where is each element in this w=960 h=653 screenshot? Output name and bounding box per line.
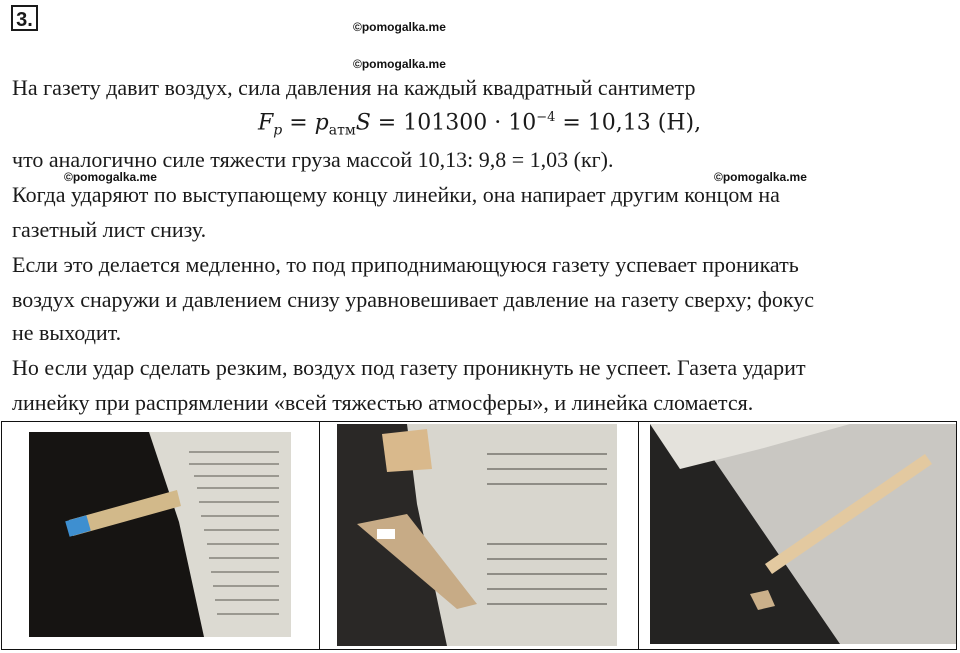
formula-pressure: p bbox=[314, 110, 329, 136]
formula-calc: = 101300 · 10 bbox=[370, 110, 537, 136]
text-line: Но если удар сделать резким, воздух под газету проникнуть не успеет. Газета ударит bbox=[12, 355, 806, 380]
text-line: не выходит. bbox=[12, 320, 122, 345]
formula-area: S bbox=[355, 110, 371, 136]
text-line: что аналогично силе тяжести груза массой 10,13: 9,8 = 1,03 (кг). bbox=[12, 147, 614, 172]
photo-cell bbox=[320, 422, 638, 649]
text-line: Когда ударяют по выступающему концу линейки, она напирает другим концом на bbox=[12, 182, 780, 207]
photo-cell bbox=[2, 422, 320, 649]
watermark: ©pomogalka.me bbox=[714, 170, 807, 184]
watermark: ©pomogalka.me bbox=[353, 20, 446, 34]
formula-force: F bbox=[258, 110, 274, 136]
formula-eq: = bbox=[282, 110, 315, 136]
photo-ruler-under-newspaper bbox=[29, 432, 291, 637]
task-number: 3. bbox=[11, 5, 38, 31]
pressure-formula bbox=[258, 110, 701, 139]
photo-cell bbox=[639, 422, 956, 649]
photo-strip bbox=[1, 421, 957, 650]
text-line: На газету давит воздух, сила давления на каждый квадратный сантиметр bbox=[12, 75, 696, 100]
photo-ruler-on-table bbox=[650, 424, 956, 644]
photo-broken-ruler bbox=[337, 424, 617, 646]
formula-pressure-sub: атм bbox=[328, 122, 356, 139]
text-line: газетный лист снизу. bbox=[12, 217, 207, 242]
formula-exp: −4 bbox=[536, 110, 556, 125]
formula-result: = 10,13 (Н), bbox=[555, 110, 702, 136]
text-line: Если это делается медленно, то под приподнимающуюся газету успевает проникать bbox=[12, 252, 799, 277]
text-line: воздух снаружи и давлением снизу уравновешивает давление на газету сверху; фокус bbox=[12, 287, 815, 312]
watermark: ©pomogalka.me bbox=[353, 57, 446, 71]
formula-force-sub: p bbox=[273, 122, 283, 139]
text-line: линейку при распрямлении «всей тяжестью атмосферы», и линейка сломается. bbox=[12, 390, 754, 415]
watermark: ©pomogalka.me bbox=[64, 170, 157, 184]
